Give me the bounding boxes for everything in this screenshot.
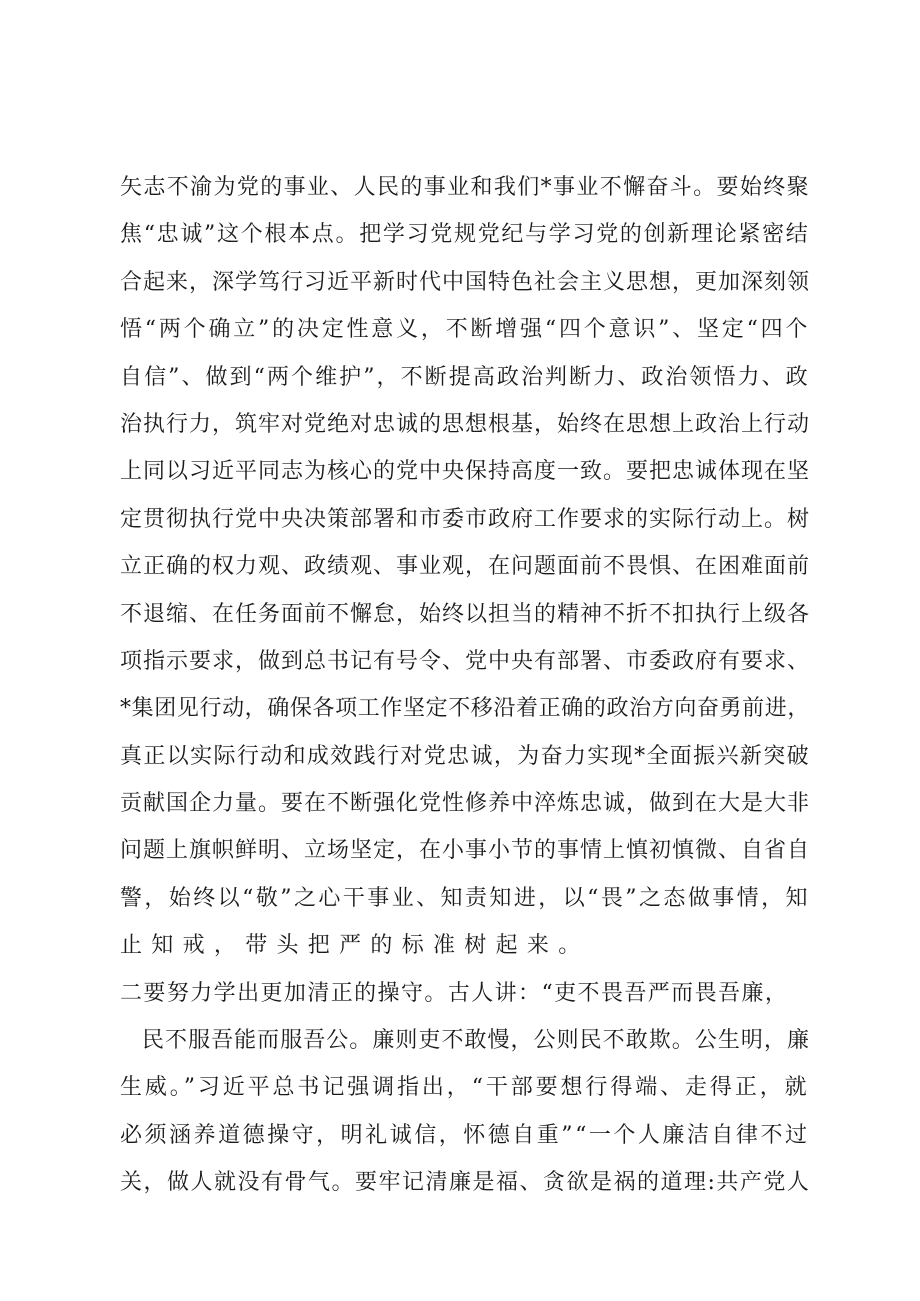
text-line: 立正确的权力观、政绩观、事业观，在问题面前不畏惧、在困难面前	[120, 554, 811, 580]
text-line: 必须涵养道德操守，明礼诚信，怀德自重”“一个人廉洁自律不过	[120, 1122, 810, 1148]
text-line: 问题上旗帜鲜明、立场坚定，在小事小节的事情上慎初慎微、自省自	[120, 838, 811, 864]
text-line: 合起来，深学笃行习近平新时代中国特色社会主义思想，更加深刻领	[120, 269, 811, 295]
text-line: 治执行力，筑牢对党绝对忠诚的思想根基，始终在思想上政治上行动	[120, 411, 811, 437]
text-line: 民不服吾能而服吾公。廉则吏不敢慢，公则民不敢欺。公生明，廉	[142, 1028, 810, 1054]
text-line: 定贯彻执行党中央决策部署和市委市政府工作要求的实际行动上。树	[120, 506, 811, 532]
text-line: 贡献国企力量。要在不断强化党性修养中淬炼忠诚，做到在大是大非	[120, 791, 811, 817]
text-line: 悟“两个确立”的决定性意义，不断增强“四个意识”、坚定“四个	[120, 317, 811, 343]
text-line: 项指示要求，做到总书记有号令、党中央有部署、市委政府有要求、	[120, 648, 811, 674]
body-text	[120, 164, 810, 1207]
text-line: 上同以习近平同志为核心的党中央保持高度一致。要把忠诚体现在坚	[120, 459, 811, 485]
text-line: 真正以实际行动和成效践行对党忠诚，为奋力实现*全面振兴新突破	[120, 743, 811, 769]
paragraph-end-line: 止知戒，带头把严的标准树起来。	[120, 933, 590, 959]
text-line: 矢志不渝为党的事业、人民的事业和我们*事业不懈奋斗。要始终聚	[120, 175, 811, 200]
section-heading-line: 二要努力学出更加清正的操守。古人讲：“吏不畏吾严而畏吾廉，	[120, 980, 789, 1006]
text-line: 不退缩、在任务面前不懈怠，始终以担当的精神不折不扣执行上级各	[120, 601, 811, 627]
text-line: *集团见行动，确保各项工作坚定不移沿着正确的政治方向奋勇前进，	[120, 696, 811, 722]
text-line: 焦“忠诚”这个根本点。把学习党规党纪与学习党的创新理论紧密结	[120, 222, 810, 248]
text-line: 关，做人就没有骨气。要牢记清廉是福、贪欲是祸的道理:共产党人	[120, 1170, 811, 1196]
text-line: 自信”、做到“两个维护”，不断提高政治判断力、政治领悟力、政	[120, 364, 810, 390]
text-line: 生威。”习近平总书记强调指出，“干部要想行得端、走得正，就	[120, 1075, 810, 1101]
text-line: 警，始终以“敬”之心干事业、知责知进，以“畏”之态做事情，知	[120, 885, 810, 911]
